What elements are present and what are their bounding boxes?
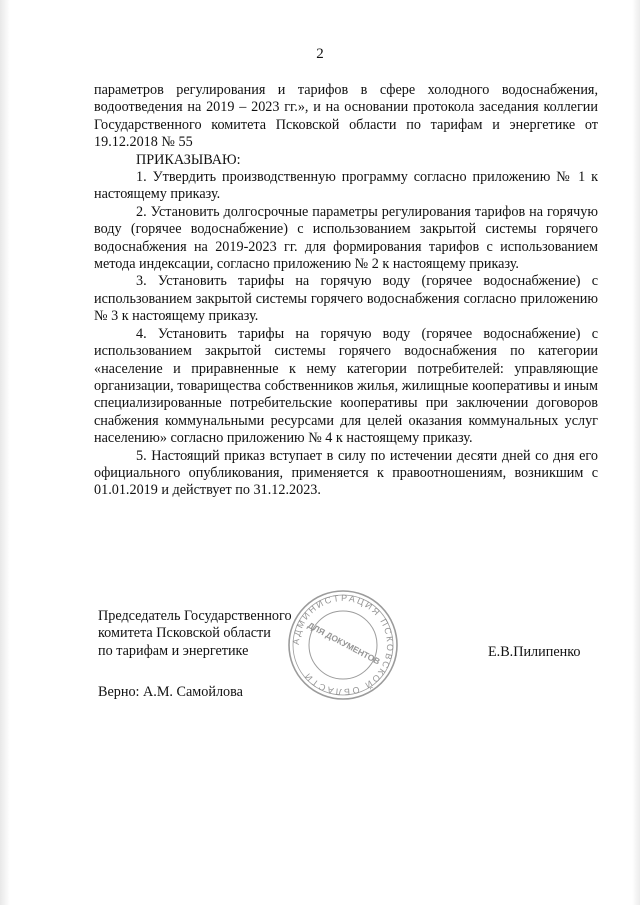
signatory-position-line: комитета Псковской области [98,625,271,642]
scan-edge-left [0,0,10,905]
signatory-position-line: по тарифам и энергетике [98,642,249,659]
paragraph-intro: параметров регулирования и тарифов в сфере холодного водоснабжения, водоотведения на 2019 – 2023 гг.», и на основании протокола заседания коллегии Государственного комитета Псковской области по тарифам и энергетике от 19.12.2018 № 55 [94,82,598,151]
paragraph-item-3: 3. Установить тарифы на горячую воду (горячее водоснабжение) с использованием закрытой системы горячего водоснабжения согласно приложению № 3 к настоящему приказу. [94,273,598,325]
page-number: 2 [316,46,324,62]
paragraph-item-1: 1. Утвердить производственную программу согласно приложению № 1 к настоящему приказу. [94,169,598,203]
paragraph-item-4: 4. Установить тарифы на горячую воду (горячее водоснабжение) с использованием закрытой системы горячего водоснабжения по категории «население и приравненные к нему категории потребителей: управляющие организации, товарищества собственников жилья, жилищные кооперативы и иным специализированные потребительские кооперативы при заключении договоров снабжения коммунальными ресурсами для целей оказания коммунальных услуг населению» согласно приложению № 4 к настоящему приказу. [94,325,598,447]
scan-edge-right [632,0,640,905]
decree-heading: ПРИКАЗЫВАЮ: [136,151,241,168]
verified-by: Верно: А.М. Самойлова [98,684,243,700]
stamp-center-text: ДЛЯ ДОКУМЕНТОВ [306,619,382,667]
paragraph-item-2: 2. Установить долгосрочные параметры регулирования тарифов на горячую воду (горячее водоснабжение) с использованием закрытой системы горячего водоснабжения на 2019-2023 гг. для формирования тарифов с использованием метода индексации, согласно приложению № 2 к настоящему приказу. [94,203,598,273]
paragraph-item-5: 5. Настоящий приказ вступает в силу по истечении десяти дней со дня его официального опубликования, применяется к правоотношениям, возникшим с 01.01.2019 и действует по 31.12.2023. [94,447,598,499]
signatory-position [98,608,292,660]
stamp-ring-text: АДМИНИСТРАЦИЯ ПСКОВСКОЙ ОБЛАСТИ [290,592,396,698]
signatory-position-line: Председатель Государственного [98,608,292,624]
official-stamp [286,588,400,702]
signatory-name: Е.В.Пилипенко [488,644,581,660]
document-body [94,82,598,500]
